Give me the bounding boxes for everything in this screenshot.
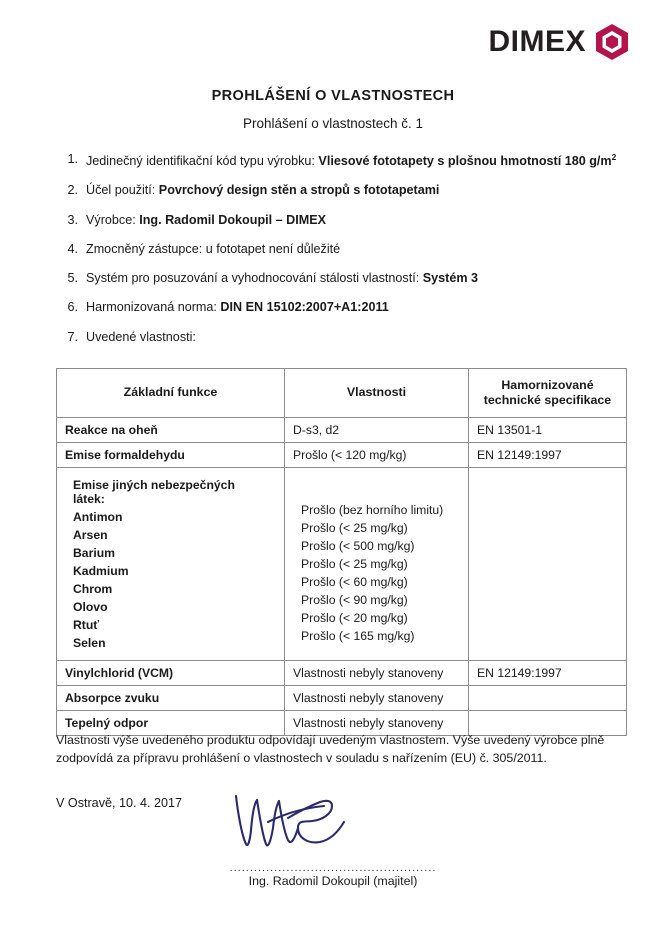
list-item: [56, 300, 626, 316]
brand-logo: [488, 22, 632, 62]
table-row: [57, 660, 627, 685]
list-item: [56, 242, 626, 258]
item-label: Systém pro posuzování a vyhodnocování stálosti vlastností:: [86, 271, 420, 286]
emissions-substance-value: Prošlo (< 500 mg/kg): [301, 538, 415, 553]
item-label: Uvedené vlastnosti:: [86, 329, 196, 344]
list-item: [56, 152, 626, 170]
declaration-items: [56, 152, 626, 359]
cell-spec: EN 13501-1: [469, 417, 627, 442]
cell-property: Vlastnosti nebyly stanoveny: [285, 685, 469, 710]
emissions-substance-value: Prošlo (< 60 mg/kg): [301, 574, 408, 589]
item-text: [86, 330, 626, 346]
declaration-statement: Vlastnosti výše uvedeného produktu odpovídají uvedeným vlastnostem. Výše uvedený výrobce plně zodpovídá za přípravu prohlášení o vlastnostech v souladu s nařízením (EU) č. 305/2011.: [56, 733, 605, 765]
cell-spec: EN 12149:1997: [469, 442, 627, 467]
cell-feature: Tepelný odpor: [57, 710, 285, 735]
item-value: Ing. Radomil Dokoupil – DIMEX: [139, 212, 327, 227]
place-and-date: V Ostravě, 10. 4. 2017: [56, 796, 183, 810]
table-row: [57, 685, 627, 710]
emissions-substance-value: Prošlo (< 25 mg/kg): [301, 520, 408, 535]
item-number: 3.: [67, 212, 78, 227]
emissions-substance-name: Chrom: [73, 581, 113, 596]
item-label: Účel použití:: [86, 183, 156, 198]
item-text: [86, 152, 626, 170]
item-number: 6.: [67, 300, 78, 315]
cell-feature: Emise formaldehydu: [57, 442, 285, 467]
emissions-substance-name: Antimon: [73, 509, 123, 524]
cell-emissions-values: [285, 467, 469, 660]
list-item: [56, 330, 626, 346]
item-value: Vliesové fototapety s plošnou hmotností 180 g/m: [318, 154, 612, 169]
item-label: Jedinečný identifikační kód typu výrobku:: [86, 154, 315, 169]
item-number: 2.: [67, 183, 78, 198]
column-header-property: Vlastnosti: [285, 369, 469, 418]
item-text: [86, 271, 626, 287]
emissions-group-title: Emise jiných nebezpečných látek:: [73, 477, 235, 506]
list-item: [56, 271, 626, 287]
table-header-row: [57, 369, 627, 418]
cell-emissions-list: [57, 467, 285, 660]
cell-emissions-spec: [469, 467, 627, 660]
emissions-substance-name: Kadmium: [73, 563, 129, 578]
item-text: [86, 300, 626, 316]
emissions-substance-name: Arsen: [73, 527, 108, 542]
item-number: 4.: [67, 241, 78, 256]
cell-spec: [469, 685, 627, 710]
emissions-substance-name: Barium: [73, 545, 115, 560]
item-label: Zmocněný zástupce:: [86, 241, 203, 256]
item-number: 7.: [67, 329, 78, 344]
dimex-hex-mark-icon: [592, 22, 632, 62]
item-text: [86, 242, 626, 258]
cell-feature: Reakce na oheň: [57, 417, 285, 442]
properties-table-wrapper: [56, 368, 626, 736]
item-value: u fototapet není důležité: [205, 241, 341, 256]
signature-name: Ing. Radomil Dokoupil (majitel): [248, 874, 418, 888]
logo-wordmark: DIMEX: [488, 25, 586, 58]
list-item: [56, 183, 626, 199]
item-text: [86, 213, 626, 229]
column-header-spec-line2: technické specifikace: [483, 392, 612, 407]
item-text: [86, 183, 626, 199]
handwritten-signature-icon: [228, 788, 348, 850]
item-number: 1.: [67, 152, 78, 166]
emissions-substance-value: Prošlo (bez horního limitu): [301, 502, 444, 517]
properties-table: [56, 368, 627, 736]
column-header-spec: [469, 369, 627, 418]
item-value: Povrchový design stěn a stropů s fototapetami: [158, 183, 440, 198]
emissions-substance-name: Selen: [73, 635, 106, 650]
list-item: [56, 213, 626, 229]
cell-spec: EN 12149:1997: [469, 660, 627, 685]
item-number: 5.: [67, 271, 78, 286]
item-label: Výrobce:: [86, 212, 136, 227]
cell-feature: Absorpce zvuku: [57, 685, 285, 710]
emissions-substance-value: Prošlo (< 90 mg/kg): [301, 592, 408, 607]
page-subtitle: Prohlášení o vlastnostech č. 1: [242, 116, 424, 131]
cell-property: D-s3, d2: [285, 417, 469, 442]
cell-property: Prošlo (< 120 mg/kg): [285, 442, 469, 467]
emissions-substance-value: Prošlo (< 165 mg/kg): [301, 628, 415, 643]
cell-feature: Vinylchlorid (VCM): [57, 660, 285, 685]
column-header-spec-line1: Hamornizované: [501, 378, 594, 392]
signature-rule: ...................................................: [229, 862, 437, 874]
emissions-substance-value: Prošlo (< 25 mg/kg): [301, 556, 408, 571]
emissions-substance-name: Rtuť: [73, 617, 100, 632]
cell-property: Vlastnosti nebyly stanoveny: [285, 710, 469, 735]
item-label: Harmonizovaná norma:: [86, 300, 217, 315]
table-row: [57, 417, 627, 442]
table-row-emissions-group: [57, 467, 627, 660]
emissions-substance-value: Prošlo (< 20 mg/kg): [301, 610, 408, 625]
item-value: DIN EN 15102:2007+A1:2011: [220, 300, 389, 315]
table-row: [57, 442, 627, 467]
emissions-substance-name: Olovo: [73, 599, 108, 614]
column-header-feature: Základní funkce: [57, 369, 285, 418]
cell-property: Vlastnosti nebyly stanoveny: [285, 660, 469, 685]
page-title: PROHLÁŠENÍ O VLASTNOSTECH: [211, 88, 455, 104]
item-value-superscript: 2: [611, 152, 617, 162]
item-value: Systém 3: [422, 271, 479, 286]
